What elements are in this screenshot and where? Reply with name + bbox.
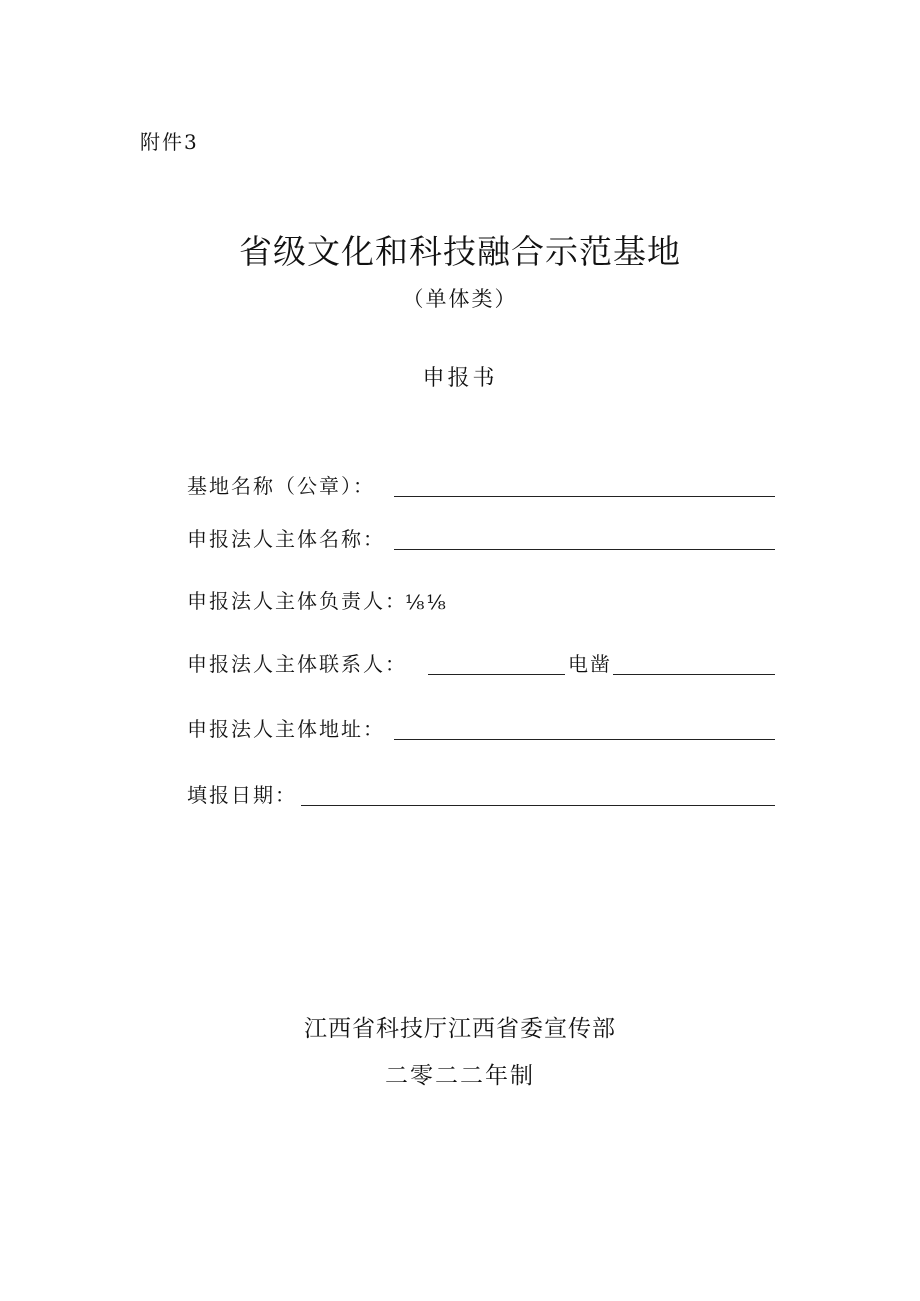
base-name-field — [187, 473, 775, 503]
fill-date-label: 填报日期： — [187, 783, 297, 807]
phone-label: 电凿 — [568, 652, 612, 676]
entity-contact-label: 申报法人主体联系人： — [187, 652, 407, 676]
entity-name-label: 申报法人主体名称： — [187, 527, 385, 551]
attachment-label: 附件3 — [140, 130, 199, 154]
document-type: 申报书 — [422, 366, 498, 391]
base-name-blank-line — [394, 496, 775, 497]
issuing-authorities: 江西省科技厅江西省委宣传部 — [304, 1016, 616, 1042]
document-title: 省级文化和科技融合示范基地 — [239, 232, 681, 271]
document-category: （单体类） — [402, 287, 518, 311]
phone-blank-line — [613, 674, 775, 675]
entity-name-blank-line — [394, 549, 775, 550]
entity-head-label: 申报法人主体负责人： — [187, 589, 407, 613]
base-name-label: 基地名称（公章）： — [187, 474, 375, 498]
address-blank-line — [394, 739, 775, 740]
entity-contact-field — [187, 651, 775, 681]
issue-year: 二零二二年制 — [385, 1063, 535, 1089]
entity-head-field — [187, 588, 775, 618]
contact-blank-line — [428, 674, 565, 675]
fill-date-field — [187, 782, 775, 812]
entity-name-field — [187, 526, 775, 556]
entity-head-value: ⅛⅛ — [405, 590, 448, 614]
fill-date-blank-line — [301, 805, 775, 806]
entity-address-label: 申报法人主体地址： — [187, 717, 385, 741]
entity-address-field — [187, 716, 775, 746]
